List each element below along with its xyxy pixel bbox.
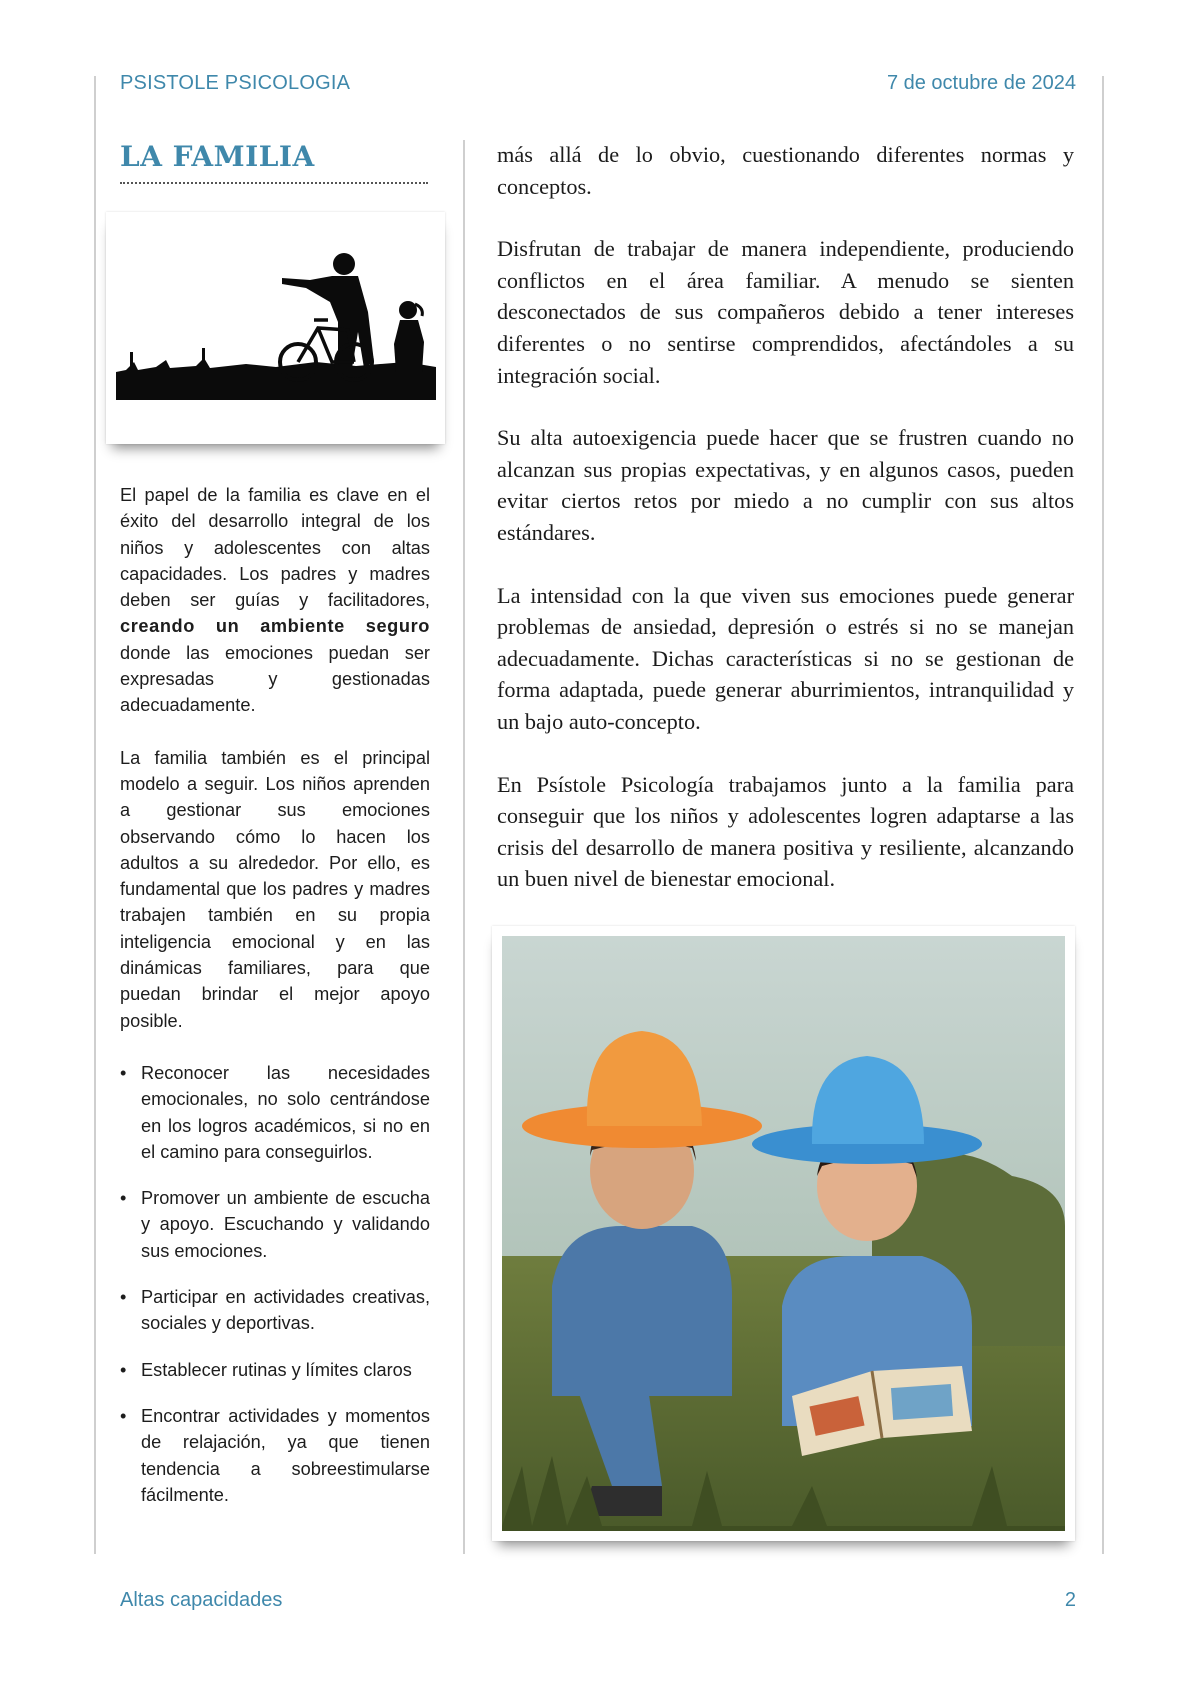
list-item: • Participar en actividades creativas, sociales y deportivas. [120,1284,430,1337]
left-column [120,482,430,1528]
column-divider-rule [463,140,465,1554]
children-reading-illustration [492,926,1075,1541]
title-dotted-underline [120,182,428,184]
section-title: LA FAMILIA [120,140,315,173]
paragraph: más allá de lo obvio, cuestionando diferentes normas y conceptos. [497,142,1074,199]
list-item: • Encontrar actividades y momentos de relajación, ya que tienen tendencia a sobreestimularse fácilmente. [120,1403,430,1508]
header-date: 7 de octubre de 2024 [886,72,1076,94]
paragraph: Disfrutan de trabajar de manera independiente, produciendo conflictos en el área familiar. A menudo se sienten desconectados de sus compañeros debido a tener intereses diferentes o no sentirse comprendidos, afectándoles a su integración social. [497,236,1074,388]
silhouette-illustration [106,212,445,444]
list-item: • Establecer rutinas y límites claros [120,1357,430,1383]
paragraph: Su alta autoexigencia puede hacer que se frustren cuando no alcanzan sus propias expectativas, y en algunos casos, pueden evitar ciertos retos por miedo a no cumplir con sus altos estándares. [497,425,1074,545]
family-role-paragraph [120,482,430,719]
bold-emphasis: creando un ambiente seguro [120,616,430,637]
children-reading-photo [492,926,1075,1541]
right-margin-rule [1102,76,1104,1554]
paragraph: En Psístole Psicología trabajamos junto a la familia para conseguir que los niños y adolescentes logren adaptarse a las crisis del desarrollo de manera positiva y resiliente, alcanzando un buen nivel de bienestar emocional. [497,771,1074,892]
right-column [497,139,1074,926]
header-brand: PSISTOLE PSICOLOGIA [120,72,351,94]
recommendations-list [120,1060,430,1508]
list-item: • Promover un ambiente de escucha y apoyo. Escuchando y validando sus emociones. [120,1185,430,1264]
role-model-paragraph: La familia también es el principal modelo a seguir. Los niños aprenden a gestionar sus emociones observando cómo lo hacen los adultos a su alrededor. Por ello, es fundamental que los padres y madres trabajen también en su propia inteligencia emocional y en las dinámicas familiares, para que puedan brindar el mejor apoyo posible. [120,747,430,1031]
family-silhouette-photo [106,212,445,444]
left-margin-rule [94,76,96,1554]
paragraph-text: donde las emociones puedan ser expresadas y gestionadas adecuadamente. [120,642,430,716]
paragraph-text: El papel de la familia es clave en el éxito del desarrollo integral de los niños y adolescentes con altas capacidades. Los padres y madres deben ser guías y facilitadores, [120,485,430,611]
footer-section-name: Altas capacidades [120,1589,283,1611]
list-item: • Reconocer las necesidades emocionales, no solo centrándose en los logros académicos, si no en el camino para conseguirlos. [120,1060,430,1165]
paragraph: La intensidad con la que viven sus emociones puede generar problemas de ansiedad, depresión o estrés si no se manejan adecuadamente. Dichas características si no se gestionan de forma adaptada, puede generar aburrimientos, intranquilidad y un bajo auto-concepto. [497,582,1074,734]
page-number: 2 [1064,1589,1076,1611]
